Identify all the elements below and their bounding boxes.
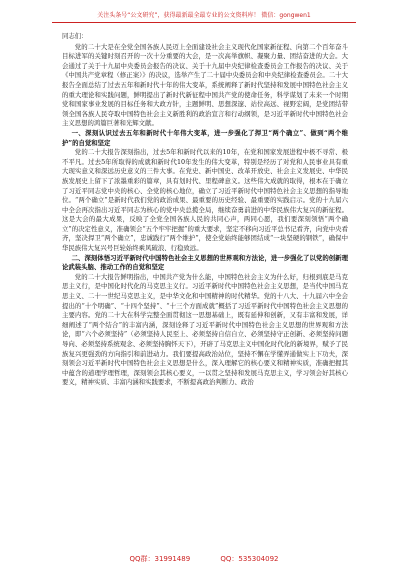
- section-2-body: 党的二十大报告鲜明指出，中国共产党为什么能，中国特色社会主义为什么好，归根到底是马克思主义行，是中国化时代化的马克思主义行。习近平新时代中国特色社会主义思想，是当代中国马克思主义、二十一世纪马克思主义，是中华文化和中国精神的时代精华。党的十八大、十九届六中全会提出的“十个明确”、“十四个坚持”、“十三个方面成就”概括了习近平新时代中国特色社会主义思想的主要内容。党的二十大在科学完整全面贯彻这一思想基础上，既有延伸和创新，又有丰富和发展，详细阐述了“两个结合”的丰富内涵，深刻诠释了习近平新时代中国特色社会主义思想的世界观和方法论，即“六个必须坚持”（必须坚持人民至上、必须坚持自信自立、必须坚持守正创新、必须坚持问题导向、必须坚持系统观念、必须坚持胸怀天下），开辟了马克思主义中国化时代化的新境界，赋予了民族复兴更强劲的方向指引和前进动力。我们要提高政治站位，坚持不懈在学懂弄通做实上下功夫，深刻领会习近平新时代中国特色社会主义思想是什么，深入理解它的核心要义和精神实质，准确把握其中蕴含的道理学理哲理，深刻领会其核心要义，一以贯之坚持和发展马克思主义，学习领会好其核心要义，精神实质、丰富内涵和实践要求，不断提高政治判断力、政治: [62, 272, 348, 387]
- section-1-body: 党的二十大报告深刻指出，过去5年和新时代以来的10年，在党和国家发展进程中极不寻常、极不平凡。过去5年所取得的成就和新时代10年发生的伟大变革，特别是经历了对党和人民事业具有重大现实意义和深远历史意义的三件大事。在党史、新中国史、改革开放史、社会主义发展史、中华民族发展史上留下了浓墨重彩的篇章，具有划时代、里程碑意义。这些伟大成就的取得，根本在于确立了习近平同志党中央的核心、全党的核心地位，确立了习近平新时代中国特色社会主义思想的指导地位。“两个确立”是新时代我们党的政治成果、最重要的历史经验、最重要的实践启示。党的十九届六中全会再次指出习近平同志为核心的党中央总揽全局，继续奋勇前进的中华民族伟大复兴的新征程。这是大会的最大成果，反映了全党全国各族人民的共同心声，两同心愿，我们要深刻领悟“两个确立”的决定性意义，准确领会“五个牢牢把握”的重大要求，坚定不移向习近平总书记看齐，向党中央看齐，坚决捍卫“两个确立”，忠诚践行“两个维护”，使全党始终能够团结成“一块坚硬的钢铁”，确保中华民族伟大复兴号巨轮始终乘风破浪、行稳致远。: [62, 148, 348, 253]
- section-heading-1: 一、深刻认识过去五年和新时代十年伟大变革，进一步强化了捍卫“两个确立”、做到“两个维护”的自觉和坚定: [62, 128, 348, 147]
- page-footer: [0, 554, 408, 564]
- section-heading-2: 二、深刻体悟习近平新时代中国特色社会主义思想的世界观和方法论，进一步强化了以党的创新理论武装头脑、推动工作的自觉和坚定: [62, 253, 348, 272]
- page-header-promo: 关注头条号“公文研究”，获得最新最全最专业的公文资料库！ 微信：gongwen1: [97, 12, 311, 19]
- intro-paragraph: 党的二十大是在全党全国各族人民迈上全面建设社会主义现代化国家新征程、向第二个百年奋斗目标进军的关键时刻召开的一次十分重要的大会，是一次高举旗帜、凝聚力量、团结奋进的大会。大会通过了关于十九届中央委员会报告的决议、关于十九届中央纪律检查委员会工作报告的决议、关于《中国共产党章程（修正案）》的决议，选举产生了二十届中央委员会和中央纪律检查委员会。二十大报告全面总结了过去五年和新时代十年的伟大变革，系统阐释了新时代坚持和发展中国特色社会主义的重大理论和实践问题，鲜明提出了新时代新征程中国共产党的使命任务，科学谋划了未来一个时期党和国家事业发展的目标任务和大政方针，主题鲜明、思想深邃、站位高远、视野宏阔，是党团结带领全国各族人民夺取中国特色社会主义新胜利的政治宣言和行动纲领，是习近平新时代中国特色社会主义思想的鸿篇巨著和光辉文献。: [62, 42, 348, 128]
- footer-qq-group: QQ群：31991489: [129, 555, 191, 563]
- footer-qq: QQ：535304092: [220, 555, 279, 563]
- document-body: [62, 32, 348, 388]
- header-divider: [52, 22, 356, 23]
- salutation: 同志们：: [62, 32, 88, 40]
